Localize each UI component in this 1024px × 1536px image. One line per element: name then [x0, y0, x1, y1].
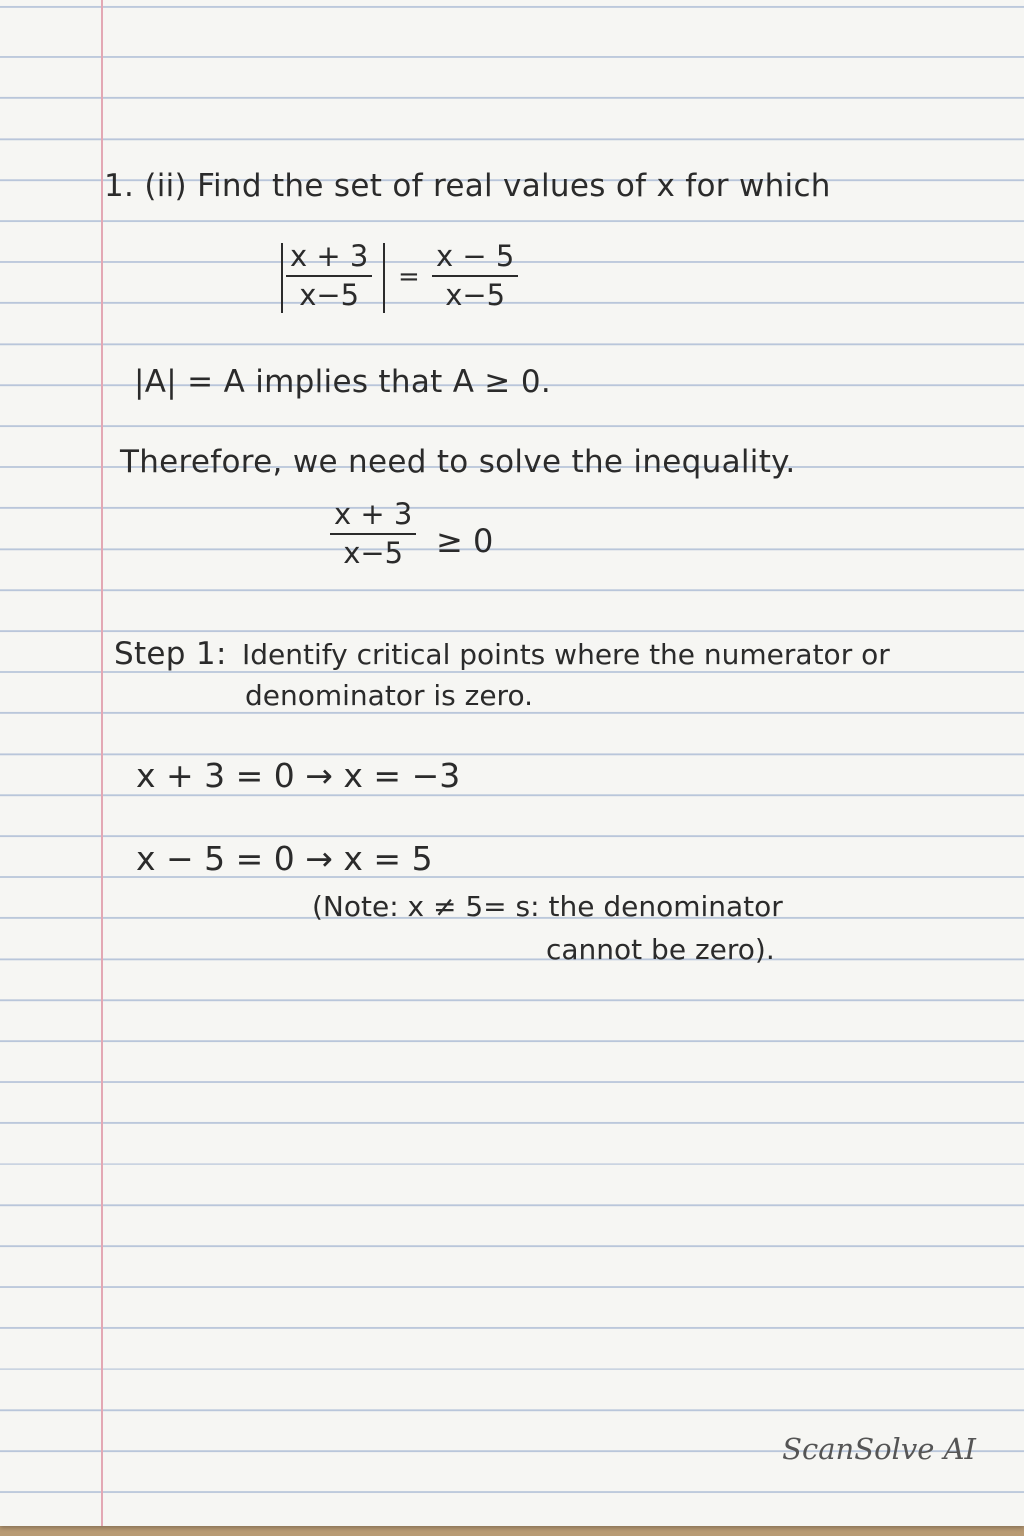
equation-equals: = [398, 262, 420, 292]
note-line1: (Note: x ≠ 5= s: the denominator [312, 890, 783, 923]
equation-rhs-denominator: x−5 [445, 278, 506, 312]
inequality-fraction [330, 497, 416, 570]
equation-rhs-numerator: x − 5 [436, 239, 515, 273]
inequality-numerator: x + 3 [334, 497, 413, 531]
equation-rhs-fraction [432, 239, 518, 312]
step1-label: Step 1: [114, 636, 227, 672]
abs-bar-right [383, 243, 385, 313]
therefore-line: Therefore, we need to solve the inequality. [120, 444, 796, 480]
equation-lhs-fraction [286, 239, 372, 312]
equation-lhs-denominator: x−5 [299, 278, 360, 312]
margin-line [101, 0, 103, 1526]
inequality-denominator: x−5 [343, 536, 404, 570]
critical-point-second: x − 5 = 0 → x = 5 [136, 839, 433, 878]
problem-heading: 1. (ii) Find the set of real values of x for which [104, 168, 831, 204]
step1-line1: Identify critical points where the numerator or [242, 638, 890, 671]
abs-property: |A| = A implies that A ≥ 0. [134, 364, 552, 400]
abs-bar-left [281, 243, 283, 313]
inequality-relation: ≥ 0 [436, 522, 494, 560]
equation-lhs-numerator: x + 3 [290, 239, 369, 273]
critical-point-first: x + 3 = 0 → x = −3 [136, 756, 461, 795]
step1-line2: denominator is zero. [245, 679, 533, 712]
note-line2: cannot be zero). [546, 933, 775, 966]
watermark: ScanSolve AI [782, 1432, 976, 1466]
